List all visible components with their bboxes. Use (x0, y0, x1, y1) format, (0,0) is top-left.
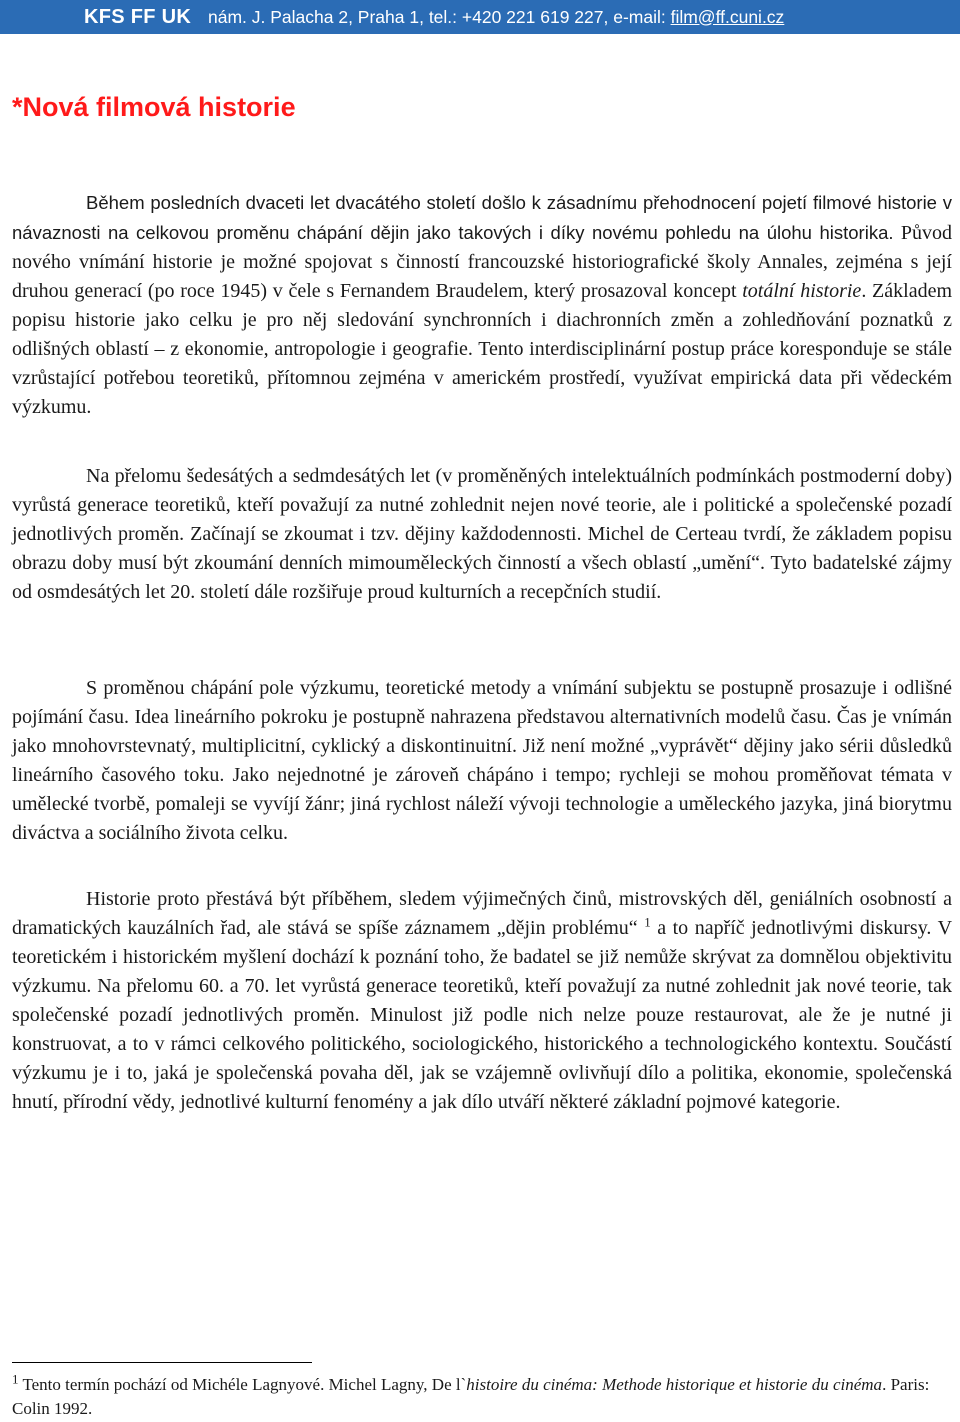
footnote-ref[interactable]: 1 (644, 914, 651, 930)
email-link[interactable]: film@ff.cuni.cz (670, 6, 785, 27)
paragraph-3: S proměnou chápání pole výzkumu, teoretické metody a vnímání subjektu se postupně prosazuje i odlišné pojímání času. Idea lineárního pokroku je postupně nahrazena představou alternativních modelů času. Čas je vnímán jako mnohovrstevnatý, multiplicitní, cyklický a diskontinuitní. Již není možné „vyprávět“ dějiny jako sérii důsledků lineárního časového toku. Jako nejednotné je zároveň chápáno i tempo; rychleji se mohou proměňovat témata v umělecké tvorbě, pomaleji se vyvíjí žánr; jiná rychlost náleží vývoji technologie a uměleckého jazyka, jiná biorytmu diváctva a sociálního života celku. (12, 677, 952, 844)
paragraph-1-text-b: . Základem popisu historie jako celku je pro něj sledování synchronních i diachronních změn a zohledňování poznatků z odlišných oblastí – z ekonomie, antropologie i geografie. Tento interdisciplinární postup práce koresponduje se stále vzrůstající potřebou teoretiků, přítomnou zejména v americkém prostředí, využívat empirická data při vědeckém výzkumu. (12, 280, 953, 418)
paragraph-4 (12, 885, 952, 1117)
paragraph-4-text-a: Historie proto přestává být příběhem, sledem výjimečných činů, mistrovských děl, geniálních osobností a dramatických kauzálních řad, ale stává se spíše záznamem „dějin problému“ (12, 888, 952, 939)
paragraph-1-text-a: Původ nového vnímání historie je možné spojovat s činností francouzské historiografické školy Annales, zejména s její druhou generací (po roce 1945) v čele s Fernandem Braudelem, který prosazoval koncept (12, 222, 953, 302)
address-text: nám. J. Palacha 2, Praha 1, tel.: +420 221 619 227, e-mail: (208, 6, 671, 27)
header-address (194, 7, 784, 28)
footnote-book-title: histoire du cinéma: Methode historique et historie du cinéma (466, 1375, 883, 1394)
paragraph-2: Na přelomu šedesátých a sedmdesátých let (v proměněných intelektuálních podmínkách postmoderní doby) vyrůstá generace teoretiků, kteří považují za nutné zohlednit nejen nové teorie, ale i politické a společenské pozadí jednotlivých proměn. Začínají se zkoumat i tzv. dějiny každodennosti. Michel de Certeau tvrdí, že základem popisu obrazu doby musí být zkoumání denních mimouměleckých činností a všech oblastí „umění“. Tyto badatelské zájmy od osmdesátých let 20. století dále rozšiřuje proud kulturních a recepčních studií. (12, 465, 952, 603)
paragraph-1-emphasis: totální historie (742, 280, 862, 302)
paragraph-1-intro: Během posledních dvaceti let dvacátého století došlo k zásadnímu přehodnocení pojetí filmové historie v návaznosti na celkovou proměnu chápání dějin jako takových i díky novému pohledu na úlohu historika. (12, 192, 952, 243)
footnote-number: 1 (12, 1371, 19, 1387)
footnote (12, 1373, 942, 1421)
footnote-text-b: . Paris: Colin 1992. (12, 1375, 930, 1418)
paragraph-4-text-b: a to napříč jednotlivými diskursy. V teoretickém i historickém myšlení dochází k poznání toho, že badatel se již nemůže skrývat za domnělou objektivitu výzkumu. Na přelomu 60. a 70. let vyrůstá generace teoretiků, kteří považují za nutné zohlednit jak nové teorie, tak společenské pozadí jednotlivých proměn. Minulost již podle nich nelze pouze restaurovat, ale že je nutné ji konstruovat, a to v rámci celkového politického, sociologického, historického a technologického kontextu. Součástí výzkumu je i to, jaká je společenská povaha děl, jak se vzájemně ovlivňují dílo a politika, ekonomie, společenská hnutí, přírodní vědy, jednotlivé kulturní fenomény a jak dílo utváří některé základní pojmové kategorie. (12, 917, 953, 1113)
org-label: KFS FF UK (84, 5, 192, 28)
paragraph-1 (12, 188, 952, 422)
page-header (0, 0, 960, 34)
footnote-text-a: Tento termín pochází od Michéle Lagnyové. Michel Lagny, De l` (18, 1375, 467, 1394)
footnote-divider (12, 1362, 312, 1363)
page-title: *Nová filmová historie (12, 92, 296, 122)
